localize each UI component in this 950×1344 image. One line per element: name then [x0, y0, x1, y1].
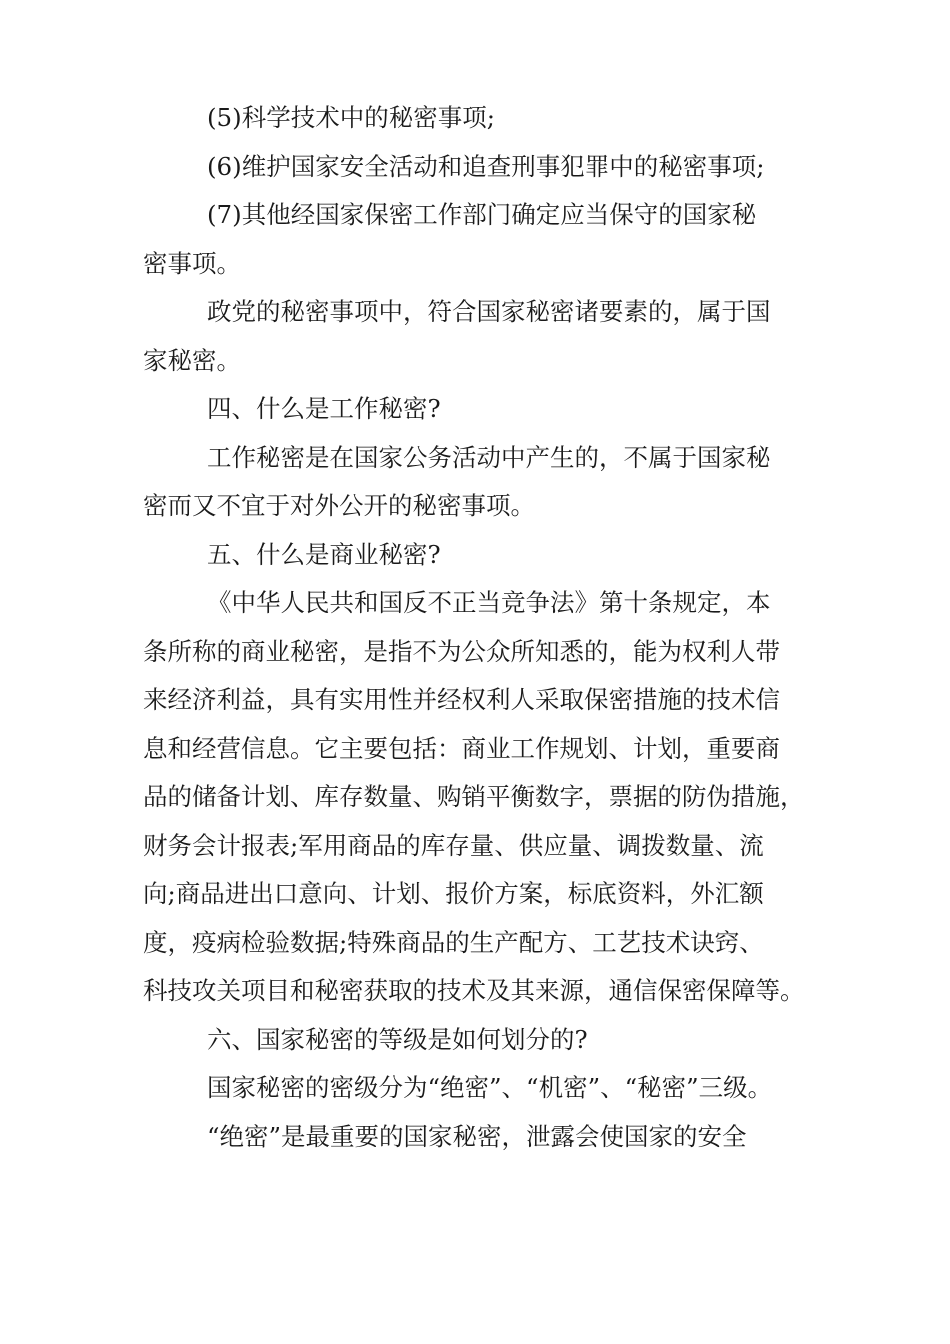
- text-line: 度，疫病检验数据;特殊商品的生产配方、工艺技术诀窍、: [143, 927, 764, 957]
- text-line: 《中华人民共和国反不正当竞争法》第十条规定，本: [207, 588, 771, 617]
- text-line: “绝密”是最重要的国家秘密，泄露会使国家的安全: [207, 1121, 747, 1151]
- text-line: 国家秘密的密级分为“绝密”、“机密”、“秘密”三级。: [207, 1073, 773, 1102]
- text-line: 财务会计报表;军用商品的库存量、供应量、调拨数量、流: [143, 830, 764, 860]
- text-line: 工作秘密是在国家公务活动中产生的，不属于国家秘: [207, 442, 771, 472]
- section-heading: 六、国家秘密的等级是如何划分的?: [207, 1024, 588, 1054]
- text-line: 品的储备计划、库存数量、购销平衡数字，票据的防伪措施，: [143, 782, 805, 811]
- text-line: 密而又不宜于对外公开的秘密事项。: [143, 491, 535, 520]
- text-line: 条所称的商业秘密，是指不为公众所知悉的，能为权利人带: [143, 636, 780, 666]
- text-line: 来经济利益，具有实用性并经权利人采取保密措施的技术信: [143, 685, 780, 714]
- text-line: (7)其他经国家保密工作部门确定应当保守的国家秘: [207, 200, 757, 229]
- text-line: (5)科学技术中的秘密事项;: [207, 103, 495, 132]
- section-heading: 五、什么是商业秘密?: [207, 539, 441, 569]
- text-line: 家秘密。: [143, 345, 241, 375]
- text-line: (6)维护国家安全活动和追查刑事犯罪中的秘密事项;: [207, 151, 765, 181]
- document-body: [143, 94, 823, 1161]
- text-line: 密事项。: [143, 248, 241, 278]
- text-line: 向;商品进出口意向、计划、报价方案，标底资料，外汇额: [143, 879, 764, 908]
- text-line: 政党的秘密事项中，符合国家秘密诸要素的，属于国: [207, 297, 771, 326]
- text-line: 科技攻关项目和秘密获取的技术及其来源，通信保密保障等。: [143, 976, 805, 1005]
- text-line: 息和经营信息。它主要包括：商业工作规划、计划，重要商: [143, 733, 780, 763]
- section-heading: 四、什么是工作秘密?: [207, 394, 441, 423]
